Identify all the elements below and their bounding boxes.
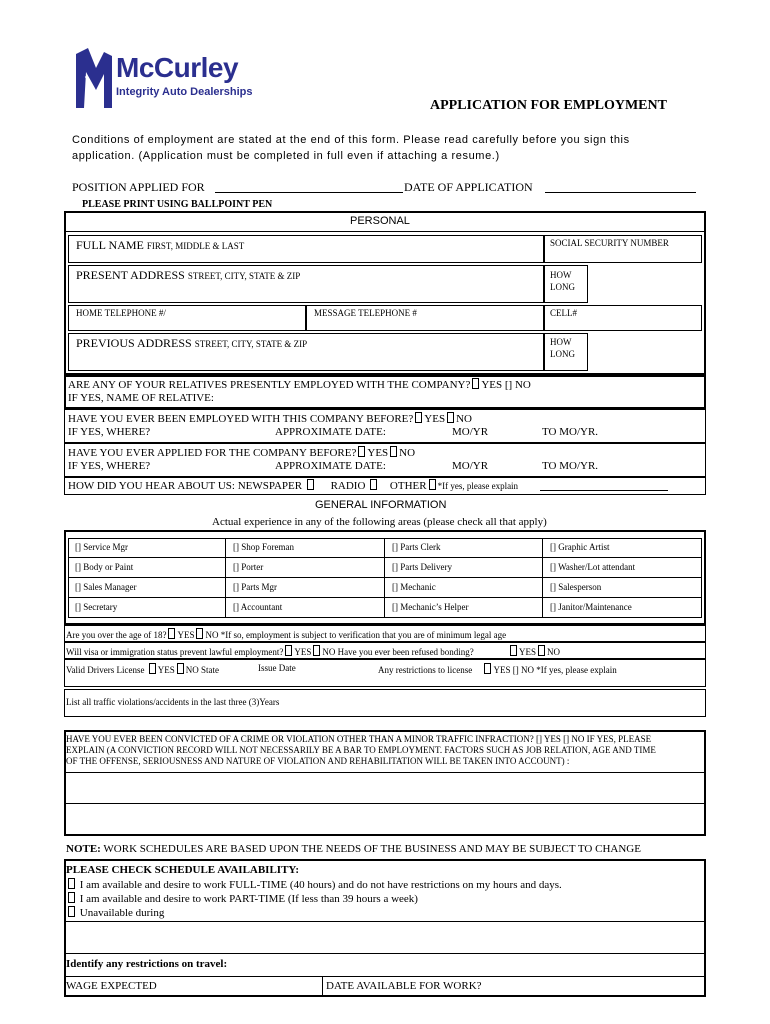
logo-name: McCurley bbox=[116, 52, 239, 83]
unavailable-checkbox[interactable] bbox=[68, 906, 75, 917]
experience-area-checkbox[interactable]: [] Parts Mgr bbox=[226, 578, 385, 598]
divider bbox=[64, 976, 706, 977]
applied-moyr-label: MO/YR bbox=[452, 460, 489, 472]
experience-area-checkbox[interactable]: [] Salesperson bbox=[543, 578, 702, 598]
part-time-text: I am available and desire to work PART-TIME (If less than 39 hours a week) bbox=[79, 893, 418, 905]
employed-where-label: IF YES, WHERE? bbox=[68, 426, 151, 438]
present-address-text: PRESENT ADDRESS bbox=[76, 268, 185, 282]
experience-area-checkbox[interactable]: [] Janitor/Maintenance bbox=[543, 598, 702, 618]
wage-expected-label[interactable]: WAGE EXPECTED bbox=[66, 980, 157, 992]
age-question bbox=[66, 628, 506, 640]
applied-before-question bbox=[68, 446, 415, 459]
logo-emblem-icon bbox=[74, 46, 114, 110]
unavailable-option bbox=[66, 906, 164, 919]
unavailable-field[interactable] bbox=[66, 923, 704, 951]
cell-label: CELL# bbox=[550, 308, 577, 318]
hear-about-question bbox=[68, 479, 518, 492]
age-yes-checkbox[interactable] bbox=[168, 628, 175, 639]
employed-yes-checkbox[interactable] bbox=[415, 412, 422, 423]
experience-area-checkbox[interactable]: [] Sales Manager bbox=[68, 578, 226, 598]
form-title: APPLICATION FOR EMPLOYMENT bbox=[430, 98, 667, 113]
employed-to-moyr-label: TO MO/YR. bbox=[542, 426, 599, 438]
state-text: State bbox=[201, 665, 219, 675]
experience-area-checkbox[interactable]: [] Secretary bbox=[68, 598, 226, 618]
experience-area-checkbox[interactable]: [] Accountant bbox=[226, 598, 385, 618]
divider bbox=[64, 772, 706, 773]
no-text: NO bbox=[399, 447, 416, 459]
radio-text: RADIO bbox=[330, 480, 366, 492]
divider bbox=[322, 976, 323, 997]
yes-text: YES bbox=[367, 447, 389, 459]
full-name-label bbox=[76, 238, 244, 253]
intro-line-1: Conditions of employment are stated at the end of this form. Please read carefully before you sign this bbox=[72, 134, 630, 146]
no-text: NO bbox=[322, 647, 336, 657]
hear-about-text: HOW DID YOU HEAR ABOUT US: NEWSPAPER bbox=[68, 480, 303, 492]
divider bbox=[64, 803, 706, 804]
full-time-text: I am available and desire to work FULL-TIME (40 hours) and do not have restrictions on my hours and days. bbox=[79, 879, 562, 891]
experience-area-checkbox[interactable]: [] Parts Delivery bbox=[385, 558, 543, 578]
no-text: NO bbox=[205, 630, 219, 640]
intro-line-2: application. (Application must be completed in full even if attaching a resume.) bbox=[72, 150, 500, 162]
previous-how-long-label bbox=[550, 336, 575, 360]
schedule-title: PLEASE CHECK SCHEDULE AVAILABILITY: bbox=[66, 864, 300, 876]
age-text: Are you over the age of 18? bbox=[66, 630, 167, 640]
part-time-checkbox[interactable] bbox=[68, 892, 75, 903]
crime-text bbox=[66, 734, 656, 767]
bonding-text: Have you ever been refused bonding? bbox=[337, 647, 474, 657]
how-text: HOW bbox=[550, 337, 572, 347]
previous-address-hint: STREET, CITY, STATE & ZIP bbox=[194, 339, 308, 349]
personal-header: PERSONAL bbox=[350, 215, 410, 227]
crime-line-3: OF THE OFFENSE, SERIOUSNESS AND NATURE OF VIOLATION AND REHABILITATION WILL BE TAKEN INTO ACCOUNT) : bbox=[66, 756, 570, 766]
present-how-long-label bbox=[550, 269, 575, 293]
crime-line-2: EXPLAIN (A CONVICTION RECORD WILL NOT NECESSARILY BE A BAR TO EMPLOYMENT. FACTORS SUCH AS JOB RELATION, AGE AND TIME bbox=[66, 745, 656, 755]
crime-line-1: HAVE YOU EVER BEEN CONVICTED OF A CRIME OR VIOLATION OTHER THAN A MINOR TRAFFIC INFRACTION? [] YES [] NO IF YES, PLEASE bbox=[66, 734, 652, 744]
restrictions-yes-checkbox[interactable] bbox=[484, 663, 491, 674]
restrictions-text: Any restrictions to license bbox=[378, 665, 473, 675]
no-text: NO bbox=[547, 647, 561, 657]
other-explain-text: *If yes, please explain bbox=[437, 481, 519, 491]
license-question bbox=[66, 663, 219, 675]
applied-to-moyr-label: TO MO/YR. bbox=[542, 460, 599, 472]
date-application-label: DATE OF APPLICATION bbox=[404, 180, 533, 194]
bonding-options bbox=[508, 645, 560, 657]
present-address-hint: STREET, CITY, STATE & ZIP bbox=[187, 271, 301, 281]
experience-area-checkbox[interactable]: [] Mechanic bbox=[385, 578, 543, 598]
experience-area-checkbox[interactable]: [] Washer/Lot attendant bbox=[543, 558, 702, 578]
experience-area-checkbox[interactable]: [] Parts Clerk bbox=[385, 538, 543, 558]
previous-address-label bbox=[76, 336, 307, 351]
ssn-label: SOCIAL SECURITY NUMBER bbox=[550, 238, 669, 248]
relatives-yes-checkbox[interactable] bbox=[472, 378, 479, 389]
age-tail-text: *If so, employment is subject to verification that you are of minimum legal age bbox=[220, 630, 507, 640]
message-phone-label: MESSAGE TELEPHONE # bbox=[314, 308, 417, 318]
full-time-checkbox[interactable] bbox=[68, 878, 75, 889]
yes-text: YES bbox=[177, 630, 195, 640]
bonding-yes-checkbox[interactable] bbox=[510, 645, 517, 656]
travel-label: Identify any restrictions on travel: bbox=[66, 958, 228, 970]
applied-where-label: IF YES, WHERE? bbox=[68, 460, 151, 472]
relatives-text: ARE ANY OF YOUR RELATIVES PRESENTLY EMPLOYED WITH THE COMPANY? bbox=[68, 379, 471, 391]
visa-text: Will visa or immigration status prevent lawful employment? bbox=[66, 647, 284, 657]
employed-moyr-label: MO/YR bbox=[452, 426, 489, 438]
print-note: PLEASE PRINT USING BALLPOINT PEN bbox=[82, 199, 273, 210]
yes-text: YES bbox=[424, 413, 446, 425]
yes-text: YES bbox=[294, 647, 312, 657]
employed-approx-date-label: APPROXIMATE DATE: bbox=[275, 426, 386, 438]
employed-no-checkbox[interactable] bbox=[447, 412, 454, 423]
general-header: GENERAL INFORMATION bbox=[315, 499, 447, 511]
yes-text: YES bbox=[519, 647, 537, 657]
restrictions-options: YES [] NO *If yes, please explain bbox=[493, 665, 617, 675]
experience-area-checkbox[interactable]: [] Porter bbox=[226, 558, 385, 578]
restrictions-question bbox=[378, 663, 617, 675]
applied-approx-date-label: APPROXIMATE DATE: bbox=[275, 460, 386, 472]
divider bbox=[64, 231, 706, 232]
present-address-label bbox=[76, 268, 300, 283]
experience-area-checkbox[interactable]: [] Shop Foreman bbox=[226, 538, 385, 558]
issue-date-label: Issue Date bbox=[258, 663, 296, 673]
experience-area-checkbox[interactable]: [] Body or Paint bbox=[68, 558, 226, 578]
relatives-name-label: IF YES, NAME OF RELATIVE: bbox=[68, 392, 214, 404]
applied-yes-checkbox[interactable] bbox=[358, 446, 365, 457]
previous-address-text: PREVIOUS ADDRESS bbox=[76, 336, 192, 350]
divider bbox=[64, 953, 706, 954]
experience-area-checkbox[interactable]: [] Mechanic’s Helper bbox=[385, 598, 543, 618]
employed-before-question bbox=[68, 412, 472, 425]
position-field[interactable] bbox=[215, 192, 403, 193]
full-time-option bbox=[66, 878, 562, 891]
other-text: OTHER bbox=[389, 480, 427, 492]
violations-label: List all traffic violations/accidents in the last three (3)Years bbox=[66, 697, 280, 707]
employed-before-text: HAVE YOU EVER BEEN EMPLOYED WITH THIS COMPANY BEFORE? bbox=[68, 413, 414, 425]
note-label: NOTE: bbox=[66, 843, 101, 855]
age-no-checkbox[interactable] bbox=[196, 628, 203, 639]
license-no-checkbox[interactable] bbox=[177, 663, 184, 674]
experience-area-checkbox[interactable]: [] Graphic Artist bbox=[543, 538, 702, 558]
bonding-no-checkbox[interactable] bbox=[538, 645, 545, 656]
relatives-options: YES [] NO bbox=[481, 379, 531, 391]
newspaper-checkbox[interactable] bbox=[307, 479, 314, 490]
position-label: POSITION APPLIED FOR bbox=[72, 180, 205, 194]
visa-no-checkbox[interactable] bbox=[313, 645, 320, 656]
applied-before-text: HAVE YOU EVER APPLIED FOR THE COMPANY BEFORE? bbox=[68, 447, 357, 459]
schedule-note bbox=[66, 843, 641, 855]
other-explain-field[interactable] bbox=[540, 490, 668, 491]
no-text: NO bbox=[185, 665, 199, 675]
other-checkbox[interactable] bbox=[429, 479, 436, 490]
date-available-label[interactable]: DATE AVAILABLE FOR WORK? bbox=[326, 980, 482, 992]
long-text: LONG bbox=[550, 282, 575, 292]
unavailable-text: Unavailable during bbox=[79, 907, 165, 919]
full-name-hint: FIRST, MIDDLE & LAST bbox=[146, 241, 245, 251]
crime-answer-field-2[interactable] bbox=[66, 805, 704, 833]
home-phone-label: HOME TELEPHONE #/ bbox=[76, 308, 166, 318]
how-text: HOW bbox=[550, 270, 572, 280]
long-text: LONG bbox=[550, 349, 575, 359]
yes-text: YES bbox=[157, 665, 175, 675]
general-subheader: Actual experience in any of the following areas (please check all that apply) bbox=[212, 516, 547, 528]
visa-question bbox=[66, 645, 474, 657]
logo-tagline: Integrity Auto Dealerships bbox=[116, 86, 253, 98]
part-time-option bbox=[66, 892, 418, 905]
experience-area-checkbox[interactable]: [] Service Mgr bbox=[68, 538, 226, 558]
license-text: Valid Drivers License bbox=[66, 665, 145, 675]
relatives-question bbox=[68, 378, 531, 391]
note-text: WORK SCHEDULES ARE BASED UPON THE NEEDS OF THE BUSINESS AND MAY BE SUBJECT TO CHANGE bbox=[103, 843, 641, 855]
no-text: NO bbox=[456, 413, 472, 425]
full-name-text: FULL NAME bbox=[76, 238, 144, 252]
divider bbox=[64, 921, 706, 922]
visa-yes-checkbox[interactable] bbox=[285, 645, 292, 656]
company-logo bbox=[74, 46, 264, 112]
date-application-field[interactable] bbox=[545, 192, 696, 193]
radio-checkbox[interactable] bbox=[370, 479, 377, 490]
applied-no-checkbox[interactable] bbox=[390, 446, 397, 457]
crime-answer-field-1[interactable] bbox=[66, 774, 704, 802]
license-yes-checkbox[interactable] bbox=[149, 663, 156, 674]
